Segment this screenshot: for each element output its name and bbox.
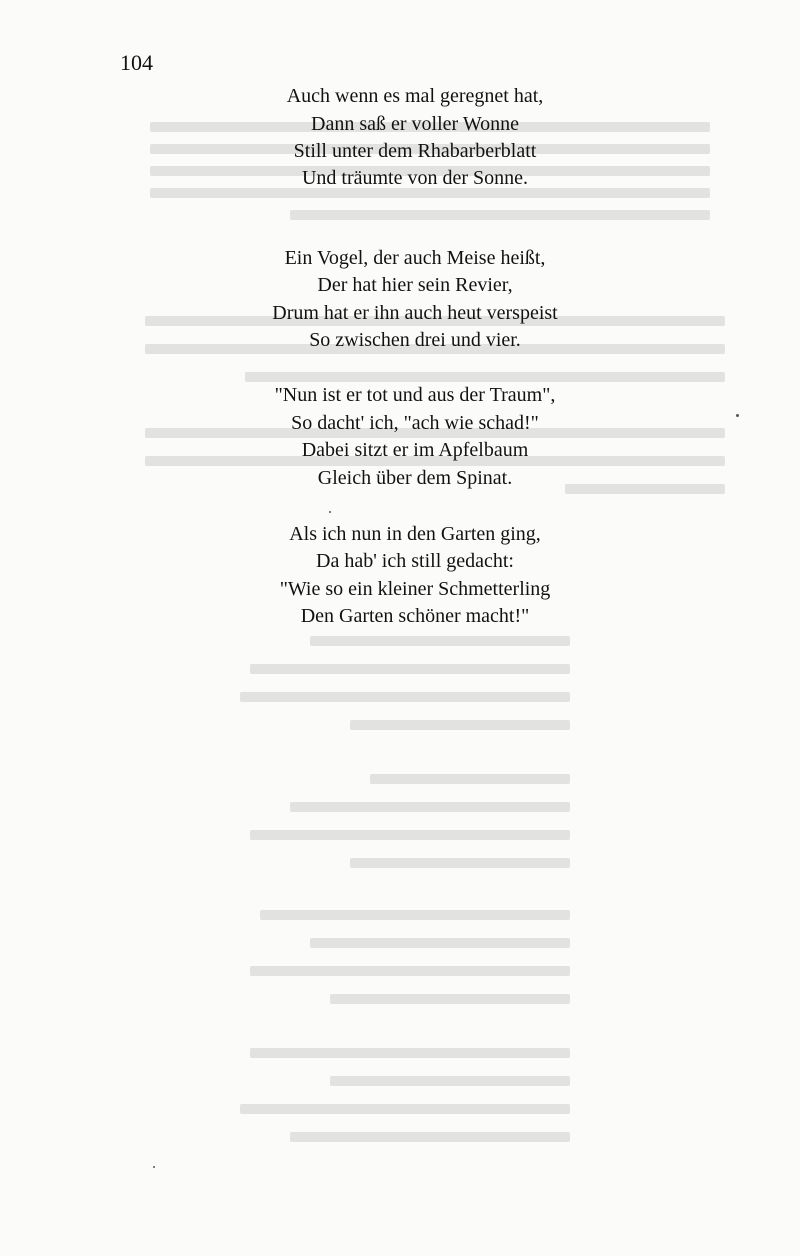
poem-line: Als ich nun in den Garten ging, [289, 523, 541, 545]
poem-line: Ein Vogel, der auch Meise heißt, [284, 247, 546, 269]
poem-line: Dabei sitzt er im Apfelbaum [301, 439, 529, 461]
poem-line: So dacht' ich, "ach wie schad!" [291, 412, 539, 434]
poem-line: Still unter dem Rhabarberblatt [293, 140, 537, 162]
page-number: 104 [120, 50, 153, 75]
poem-line: Auch wenn es mal geregnet hat, [286, 85, 544, 107]
paper-speck [329, 511, 331, 513]
poem-line: "Nun ist er tot und aus der Traum", [274, 384, 556, 406]
poem-line: Drum hat er ihn auch heut verspeist [272, 302, 558, 324]
paper-speck [153, 1166, 155, 1168]
poem-line: Und träumte von der Sonne. [301, 167, 529, 189]
poem-line: Den Garten schöner macht!" [300, 605, 530, 627]
poem-line: Da hab' ich still gedacht: [316, 550, 514, 572]
poem-line: So zwischen drei und vier. [309, 329, 521, 351]
paper-speck [736, 414, 739, 417]
poem-line: Der hat hier sein Revier, [317, 274, 513, 296]
poem-line: Gleich über dem Spinat. [317, 467, 513, 489]
poem-line: "Wie so ein kleiner Schmetterling [279, 578, 551, 600]
poem-line: Dann saß er voller Wonne [311, 113, 519, 135]
